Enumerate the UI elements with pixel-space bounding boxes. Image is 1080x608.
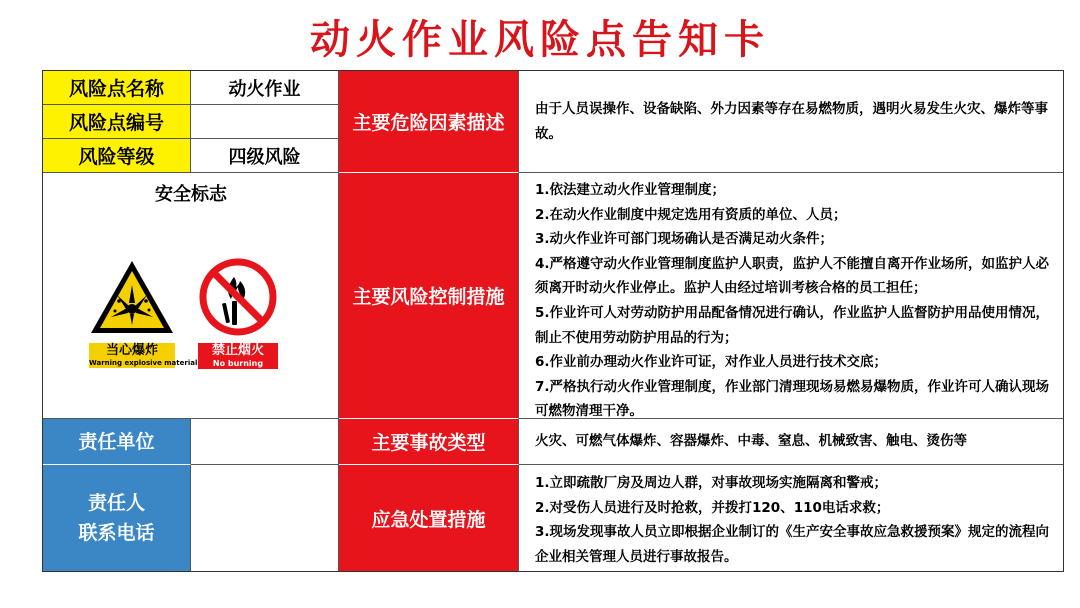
responsible-person-value bbox=[191, 465, 339, 571]
risk-level-label: 风险等级 bbox=[43, 139, 191, 173]
control-measure-item: 7.严格执行动火作业管理制度，作业部门清理现场易燃易爆物质，作业许可人确认现场可燃物清理干净。 bbox=[535, 378, 1050, 420]
explosion-sign-cn: 当心爆炸 bbox=[89, 343, 175, 359]
controls-list bbox=[519, 173, 1063, 419]
risk-name-value: 动火作业 bbox=[191, 71, 339, 105]
emergency-measure-item: 2.对受伤人员进行及时抢救，并拨打120、110电话求救； bbox=[535, 499, 890, 516]
control-measure-item: 1.依法建立动火作业管理制度； bbox=[535, 182, 726, 198]
accidents-text: 火灾、可燃气体爆炸、容器爆炸、中毒、窒息、机械致害、触电、烫伤等 bbox=[535, 433, 967, 450]
risk-notice-card bbox=[42, 70, 1064, 572]
responsible-person-label-line1: 责任人 bbox=[87, 492, 145, 514]
control-measure-item: 6.作业前办理动火作业许可证，对作业人员进行技术交底； bbox=[535, 354, 888, 371]
explosion-sign-en: Warning explosive material bbox=[89, 359, 198, 367]
risk-code-label: 风险点编号 bbox=[43, 105, 191, 139]
risk-name-label: 风险点名称 bbox=[43, 71, 191, 105]
control-measure-item: 2.在动火作业制度中规定选用有资质的单位、人员； bbox=[535, 206, 847, 223]
risk-code-value bbox=[191, 105, 339, 139]
hazard-label: 主要危险因素描述 bbox=[339, 71, 519, 173]
responsible-unit-label: 责任单位 bbox=[43, 419, 191, 465]
safety-signs-title: 安全标志 bbox=[155, 184, 227, 205]
responsible-person-label-line2: 联系电话 bbox=[78, 522, 155, 544]
controls-label: 主要风险控制措施 bbox=[339, 173, 519, 419]
risk-level-value: 四级风险 bbox=[191, 139, 339, 173]
hazard-description bbox=[519, 71, 1063, 173]
responsible-unit-value bbox=[191, 419, 339, 465]
accidents-label: 主要事故类型 bbox=[339, 419, 519, 465]
no-fire-sign bbox=[198, 257, 278, 369]
control-measure-item: 5.作业许可人对劳动防护用品配备情况进行确认，作业监护人监督防护用品使用情况，制止不使用劳动防护用品的行为； bbox=[535, 304, 1050, 346]
responsible-person-label bbox=[43, 465, 191, 571]
no-fire-sign-cn: 禁止烟火 bbox=[198, 343, 278, 359]
explosion-warning-icon bbox=[89, 259, 175, 337]
hazard-text: 由于人员误操作、设备缺陷、外力因素等存在易燃物质，遇明火易发生火灾、爆炸等事故。 bbox=[535, 101, 1048, 142]
accidents-description bbox=[519, 419, 1063, 465]
no-fire-icon bbox=[198, 257, 278, 337]
no-fire-sign-en: No burning bbox=[198, 359, 278, 369]
card-title: 动火作业风险点告知卡 bbox=[310, 17, 770, 63]
emergency-label: 应急处置措施 bbox=[339, 465, 519, 571]
emergency-list bbox=[519, 465, 1063, 571]
emergency-measure-item: 1.立即疏散厂房及周边人群，对事故现场实施隔离和警戒； bbox=[535, 475, 888, 491]
emergency-measure-item: 3.现场发现事故人员立即根据企业制订的《生产安全事故应急救援预案》规定的流程向企业相关管理人员进行事故报告。 bbox=[535, 524, 1050, 565]
safety-signs-panel bbox=[43, 173, 339, 419]
control-measure-item: 4.严格遵守动火作业管理制度监护人职责，监护人不能擅自离开作业场所，如监护人必须离开时动火作业停止。监护人由经过培训考核合格的员工担任； bbox=[535, 255, 1050, 297]
explosion-warning-sign bbox=[89, 259, 198, 368]
control-measure-item: 3.动火作业许可部门现场确认是否满足动火条件； bbox=[535, 231, 834, 248]
